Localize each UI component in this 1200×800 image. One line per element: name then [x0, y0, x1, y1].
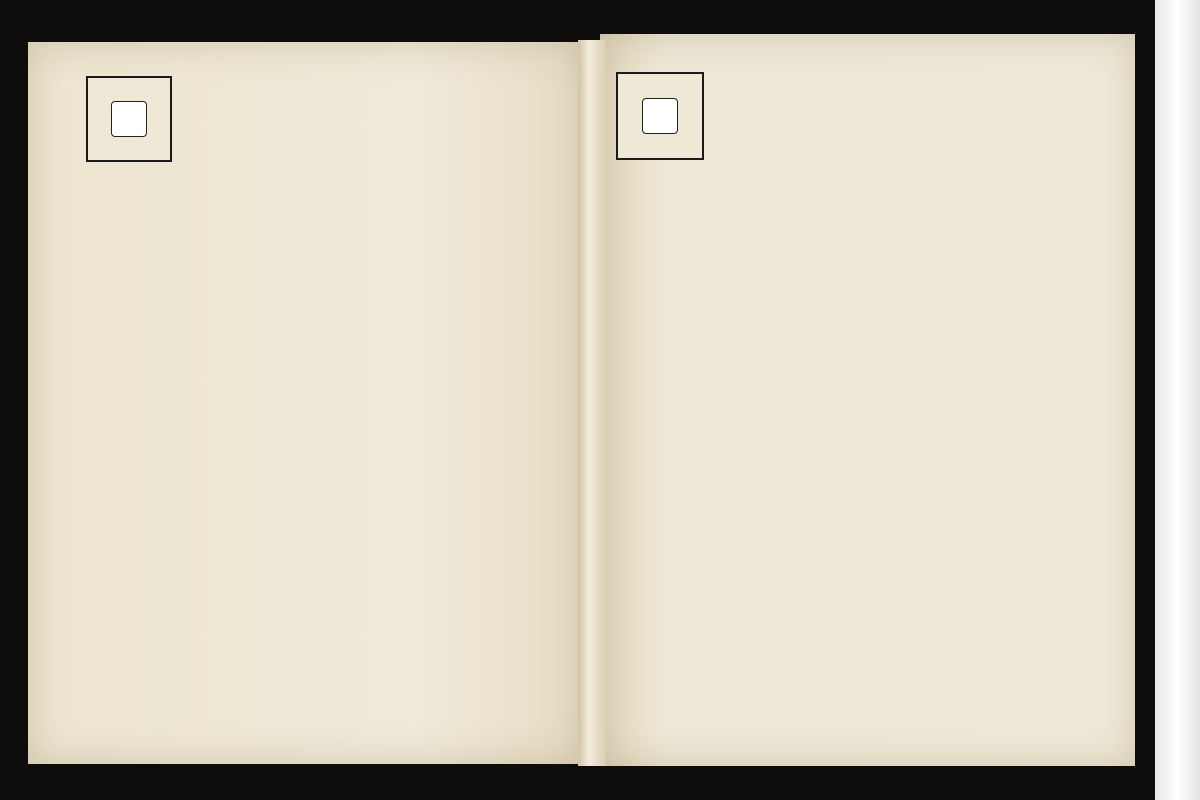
- initial-letter-right: [642, 98, 678, 134]
- decorated-initial-left: [86, 76, 172, 162]
- measuring-ruler: [1155, 0, 1200, 800]
- decorated-initial-right: [616, 72, 704, 160]
- ruler-ticks: [1155, 0, 1200, 800]
- initial-letter-left: [111, 101, 147, 137]
